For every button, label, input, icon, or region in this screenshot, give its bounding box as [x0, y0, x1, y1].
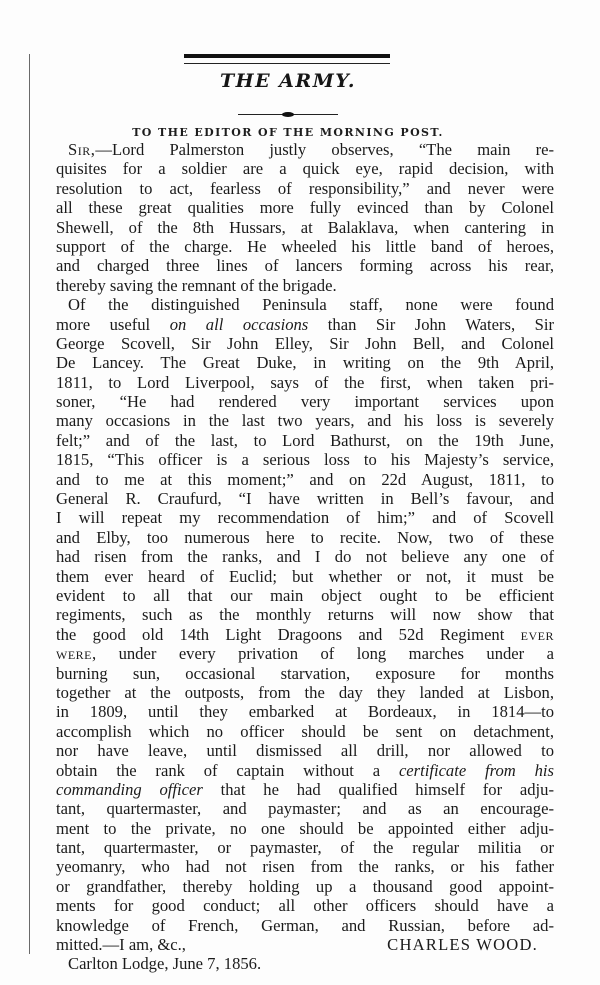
emphasis: commanding officer [56, 779, 203, 799]
body-line: felt;” and of the last, to Lord Bathurst, on the 19th June, [56, 430, 554, 450]
body-line: more useful on all occasions than Sir John Waters, Sir [56, 314, 555, 334]
header-rule-thin [184, 63, 390, 64]
body-line: tant, quartermaster, or paymaster, of the regular militia or [56, 838, 554, 858]
signature: CHARLES WOOD. [387, 935, 538, 955]
body-line: support of the charge. He wheeled his little band of heroes, [56, 236, 554, 256]
emphasis: certificate from his [398, 760, 554, 780]
divider-diamond-icon [282, 112, 294, 117]
body-line: ment to the private, no one should be appointed either adju- [56, 818, 554, 838]
body-line: evident to all that our main object ought to be efficient [56, 585, 554, 605]
body-line: nor have leave, until dismissed all drill, nor allowed to [56, 741, 554, 761]
column-margin-rule [29, 54, 30, 954]
body-line: and Elby, too numerous here to recite. Now, two of these [56, 527, 554, 547]
body-line: and to me at this moment;” and on 22d August, 1811, to [56, 469, 554, 489]
body-line: were, under every privation of long marches under a [56, 644, 554, 664]
small-caps-emphasis: were [56, 644, 92, 664]
body-line: soner, “He had rendered very important services upon [56, 392, 554, 412]
body-line: had risen from the ranks, and I do not believe any one of [56, 547, 554, 567]
body-line: Shewell, of the 8th Hussars, at Balaklava, when cantering in [56, 217, 554, 237]
body-line: tant, quartermaster, and paymaster; and as an encourage- [56, 799, 554, 819]
body-line: thereby saving the remnant of the brigade. [56, 275, 337, 295]
body-line: many occasions in the last two years, and his loss is severely [56, 411, 554, 431]
emphasis: on all occasions [169, 314, 309, 334]
body-line: commanding officer that he had qualified himself for adju- [56, 779, 554, 799]
ornamental-divider [238, 112, 338, 118]
body-line: regiments, such as the monthly returns will now show that [56, 605, 554, 625]
body-line: Sir,—Lord Palmerston justly observes, “The main re- [68, 140, 554, 159]
body-line: De Lancey. The Great Duke, in writing on the 9th April, [56, 353, 554, 373]
letter-body [56, 140, 554, 974]
body-line: quisites for a soldier are a quick eye, rapid decision, with [56, 159, 554, 179]
header-rule-thick [184, 54, 390, 58]
body-line: yeomanry, who had not risen from the ranks, or his father [56, 857, 554, 877]
body-line: together at the outposts, from the day they landed at Lisbon, [56, 682, 554, 702]
article-headline: THE ARMY. [220, 70, 356, 92]
body-line: ments for good conduct; all other officers should have a [56, 896, 554, 916]
body-line: burning sun, occasional starvation, exposure for months [56, 663, 554, 683]
body-line: 1811, to Lord Liverpool, says of the first, when taken pri- [56, 372, 554, 392]
body-line: Of the distinguished Peninsula staff, none were found [68, 295, 554, 315]
body-line: obtain the rank of captain without a certificate from his [56, 760, 554, 780]
body-line: 1815, “This officer is a serious loss to his Majesty’s service, [56, 450, 554, 470]
body-line: accomplish which no officer should be sent on detachment, [56, 721, 554, 741]
body-line: I will repeat my recommendation of him;” and of Scovell [56, 508, 554, 528]
body-line: General R. Craufurd, “I have written in Bell’s favour, and [56, 489, 554, 509]
body-line: all these great qualities more fully evinced than by Colonel [56, 198, 554, 218]
body-line: George Scovell, Sir John Elley, Sir John Bell, and Colonel [56, 333, 554, 353]
letter-addressee: TO THE EDITOR OF THE MORNING POST. [132, 126, 444, 139]
dateline: Carlton Lodge, June 7, 1856. [68, 954, 262, 974]
body-line: and charged three lines of lancers forming across his rear, [56, 256, 554, 276]
closing-line: mitted.—I am, &c., CHARLES WOOD. [56, 935, 538, 955]
small-caps-emphasis: ever [520, 624, 554, 644]
salutation: Sir, [68, 140, 96, 159]
body-line: in 1809, until they embarked at Bordeaux, in 1814—to [56, 702, 554, 722]
body-line: them ever heard of Euclid; but whether or not, it must be [56, 566, 554, 586]
body-line: the good old 14th Light Dragoons and 52d Regiment ever [56, 624, 554, 644]
body-line: knowledge of French, German, and Russian, before ad- [56, 915, 554, 935]
body-line: resolution to act, fearless of responsibility,” and never were [56, 178, 554, 198]
body-line: or grandfather, thereby holding up a thousand good appoint- [56, 876, 554, 896]
